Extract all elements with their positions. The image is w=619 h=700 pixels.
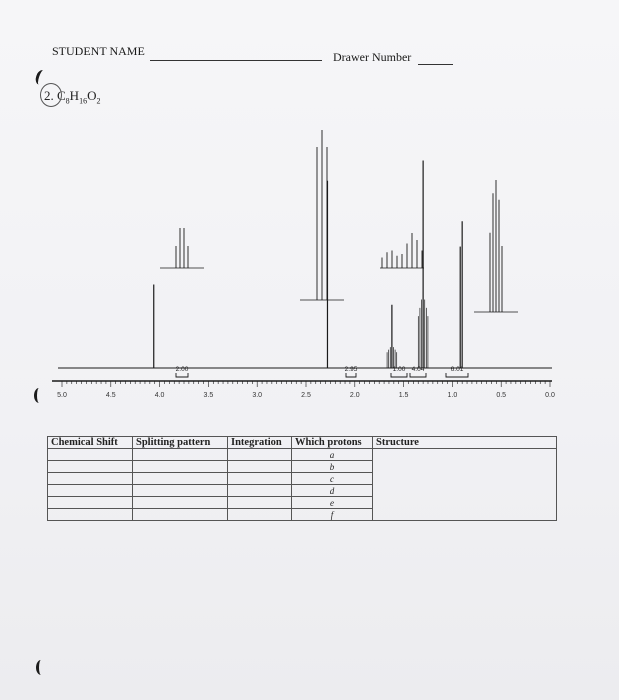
drawer-number-label: Drawer Number bbox=[333, 50, 412, 64]
header-chemical-shift: Chemical Shift bbox=[48, 437, 133, 449]
x-tick-label: 4.0 bbox=[154, 392, 165, 399]
integration-cell[interactable] bbox=[228, 497, 292, 509]
header-which-protons: Which protons bbox=[292, 437, 373, 449]
x-tick-label: 3.5 bbox=[203, 392, 214, 399]
formula-h: H bbox=[69, 88, 80, 103]
integration-bracket bbox=[346, 373, 356, 377]
integration-bracket bbox=[410, 373, 426, 377]
header-structure: Structure bbox=[373, 437, 557, 449]
chemical-shift-cell[interactable] bbox=[48, 461, 133, 473]
x-tick-label: 1.5 bbox=[398, 392, 409, 399]
formula-o: O bbox=[87, 88, 97, 103]
integration-label: 4.04 bbox=[411, 366, 425, 373]
splitting-pattern-cell[interactable] bbox=[133, 473, 228, 485]
peak-d bbox=[418, 161, 428, 368]
formula-c-count: 8 bbox=[65, 96, 70, 106]
expansion-inset-e bbox=[474, 180, 518, 312]
chemical-shift-cell[interactable] bbox=[48, 473, 133, 485]
proton-label-cell[interactable]: d bbox=[292, 485, 373, 497]
student-name-label: STUDENT NAME bbox=[52, 44, 145, 58]
x-tick-label: 2.5 bbox=[301, 392, 311, 399]
integration-cell[interactable] bbox=[228, 461, 292, 473]
integration-bracket bbox=[176, 373, 188, 377]
proton-label-cell[interactable]: b bbox=[292, 461, 373, 473]
expansion-inset-b bbox=[300, 130, 344, 300]
proton-label-cell[interactable]: e bbox=[292, 497, 373, 509]
integration-bracket bbox=[391, 373, 407, 377]
x-tick-label: 4.5 bbox=[105, 392, 116, 399]
peak-c bbox=[387, 305, 397, 368]
x-tick-label: 1.0 bbox=[447, 392, 458, 399]
integration-label: 6.01 bbox=[450, 366, 464, 373]
integration-label: 1.00 bbox=[392, 366, 406, 373]
proton-label-cell[interactable]: c bbox=[292, 473, 373, 485]
structure-cell[interactable] bbox=[373, 449, 557, 521]
header-splitting-pattern: Splitting pattern bbox=[133, 437, 228, 449]
splitting-pattern-cell[interactable] bbox=[133, 449, 228, 461]
x-tick-label: 2.0 bbox=[349, 392, 360, 399]
expansion-inset-d bbox=[380, 233, 424, 268]
proton-label-cell[interactable]: a bbox=[292, 449, 373, 461]
formula-o-count: 2 bbox=[96, 96, 101, 106]
chemical-shift-cell[interactable] bbox=[48, 449, 133, 461]
splitting-pattern-cell[interactable] bbox=[133, 461, 228, 473]
binder-hole-bottom bbox=[36, 660, 46, 675]
formula-c: C bbox=[57, 88, 66, 103]
splitting-pattern-cell[interactable] bbox=[133, 509, 228, 521]
integration-cell[interactable] bbox=[228, 473, 292, 485]
x-tick-label: 0.0 bbox=[545, 392, 555, 399]
integration-bracket bbox=[446, 373, 468, 377]
integration-cell[interactable] bbox=[228, 449, 292, 461]
splitting-pattern-cell[interactable] bbox=[133, 485, 228, 497]
integration-cell[interactable] bbox=[228, 509, 292, 521]
analysis-table bbox=[47, 436, 557, 521]
expansion-inset-a bbox=[160, 228, 204, 268]
chemical-shift-cell[interactable] bbox=[48, 509, 133, 521]
x-tick-label: 0.5 bbox=[496, 392, 507, 399]
x-tick-label: 5.0 bbox=[57, 392, 67, 399]
header-integration: Integration bbox=[228, 437, 292, 449]
table-header-row bbox=[48, 437, 557, 449]
splitting-pattern-cell[interactable] bbox=[133, 497, 228, 509]
integration-label: 2.00 bbox=[175, 366, 189, 373]
integration-label: 2.95 bbox=[344, 366, 358, 373]
table-row bbox=[48, 449, 557, 461]
integration-cell[interactable] bbox=[228, 485, 292, 497]
formula-h-count: 16 bbox=[79, 96, 88, 106]
chemical-shift-cell[interactable] bbox=[48, 485, 133, 497]
proton-label-cell[interactable]: f bbox=[292, 509, 373, 521]
chemical-shift-cell[interactable] bbox=[48, 497, 133, 509]
x-tick-label: 3.0 bbox=[252, 392, 263, 399]
problem-number: 2. bbox=[44, 88, 54, 103]
